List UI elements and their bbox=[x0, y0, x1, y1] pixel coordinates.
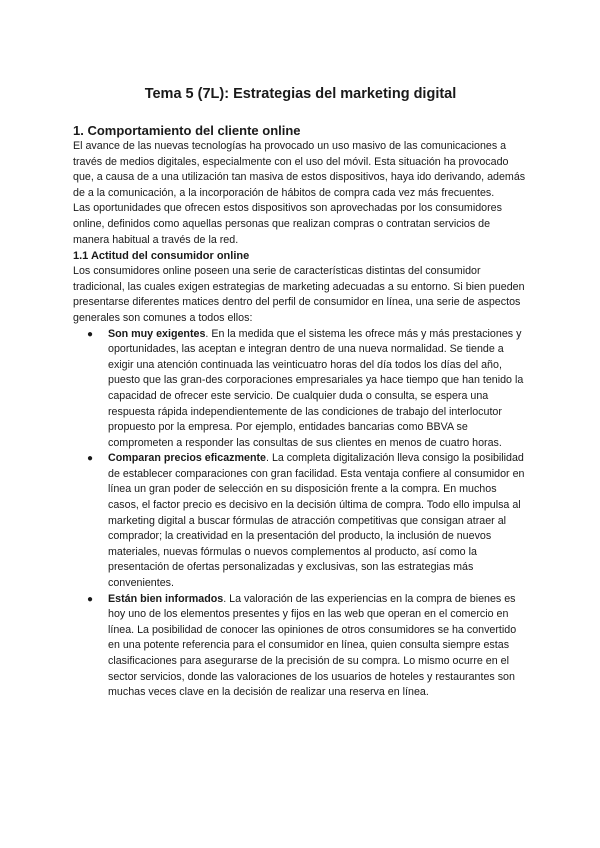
bullet-icon: ● bbox=[87, 328, 94, 340]
list-item bbox=[73, 451, 528, 591]
list-item bbox=[73, 592, 528, 701]
section-heading-comportamiento: 1. Comportamiento del cliente online bbox=[73, 123, 301, 138]
subsection-heading-actitud: 1.1 Actitud del consumidor online bbox=[73, 250, 250, 263]
list-item-term: Comparan precios eficazmente bbox=[108, 452, 266, 465]
list-item-term: Están bien informados bbox=[108, 592, 224, 605]
subsection-intro-paragraph: Los consumidores online poseen una serie de características distintas del consumidor tradicional, las cuales exigen estrategias de marketing adecuadas a su entorno. Si bien pueden presentarse diferentes matices dentro del perfil de consumidor en línea, una serie de aspectos generales son comunes a todos ellos: bbox=[73, 265, 525, 324]
list-item-text: . En la medida que el sistema les ofrece más y más prestaciones y oportunidades, las aceptan e integran dentro de una nueva normalidad. Se tiende a exigir una atención continuada las veinticuatro horas del día todos los días del año, puesto que las gran-des corporaciones empresariales ya hace tiempo que han tenido la capacidad de ofrecer este servicio. De cualquier duda o consulta, se espera una respuesta rápida independientemente de las condiciones de trabajo del interlocutor propuesto por la empresa. Por ejemplo, entidades bancarias como BBVA se comprometen a responder las consultas de sus clientes en menos de cuatro horas. bbox=[108, 327, 524, 449]
list-item bbox=[73, 327, 528, 452]
attitude-list bbox=[73, 327, 528, 701]
list-item-term: Son muy exigentes bbox=[108, 327, 206, 340]
bullet-icon: ● bbox=[87, 453, 94, 465]
section1-paragraph-2: Las oportunidades que ofrecen estos dispositivos son aprovechadas por los consumidores online, definidos como aquellas personas que realizan compras o contratan servicios de manera habitual a través de la red. bbox=[73, 202, 502, 246]
list-item-text: . La valoración de las experiencias en la compra de bienes es hoy uno de los elementos presentes y fijos en las web que operan en el comercio en línea. La posibilidad de conocer las opiniones de otros consumidores se ha convertido en una potente referencia para el consumidor en línea, quien consulta siempre estas clasificaciones para asegurarse de la precisión de su compra. Lo mismo ocurre en el sector servicios, donde las valoraciones de los usuarios de hoteles y restaurantes son muchas veces clave en la decisión de realizar una reserva en línea. bbox=[108, 592, 517, 699]
list-item-text: . La completa digitalización lleva consigo la posibilidad de establecer comparaciones con gran facilidad. Esta ventaja confiere al consumidor en línea un gran poder de selección en su disposición frente a la compra. En muchos casos, el factor precio es decisivo en la decisión última de compra. Todo ello impulsa al marketing digital a buscar fórmulas de atracción competitivas que consigan atraer al comprador; la creatividad en la presentación del producto, la inclusión de nuevos materiales, nuevas fórmulas o nuevos complementos al producto, así como la presentación de ofertas personalizadas y exclusivas, son las estrategias más convenientes. bbox=[108, 452, 525, 590]
section1-paragraph-1: El avance de las nuevas tecnologías ha provocado un uso masivo de las comunicaciones a través de medios digitales, especialmente con el uso del móvil. Esta situación ha provocado que, a causa de a una utilización tan masiva de estos dispositivos, haya ido derivando, además de a la comunicación, a la incorporación de hábitos de compra cada vez más frecuentes. bbox=[73, 140, 526, 199]
bullet-icon: ● bbox=[87, 593, 94, 605]
document-page bbox=[73, 84, 528, 701]
document-title: Tema 5 (7L): Estrategias del marketing digital bbox=[144, 86, 457, 102]
